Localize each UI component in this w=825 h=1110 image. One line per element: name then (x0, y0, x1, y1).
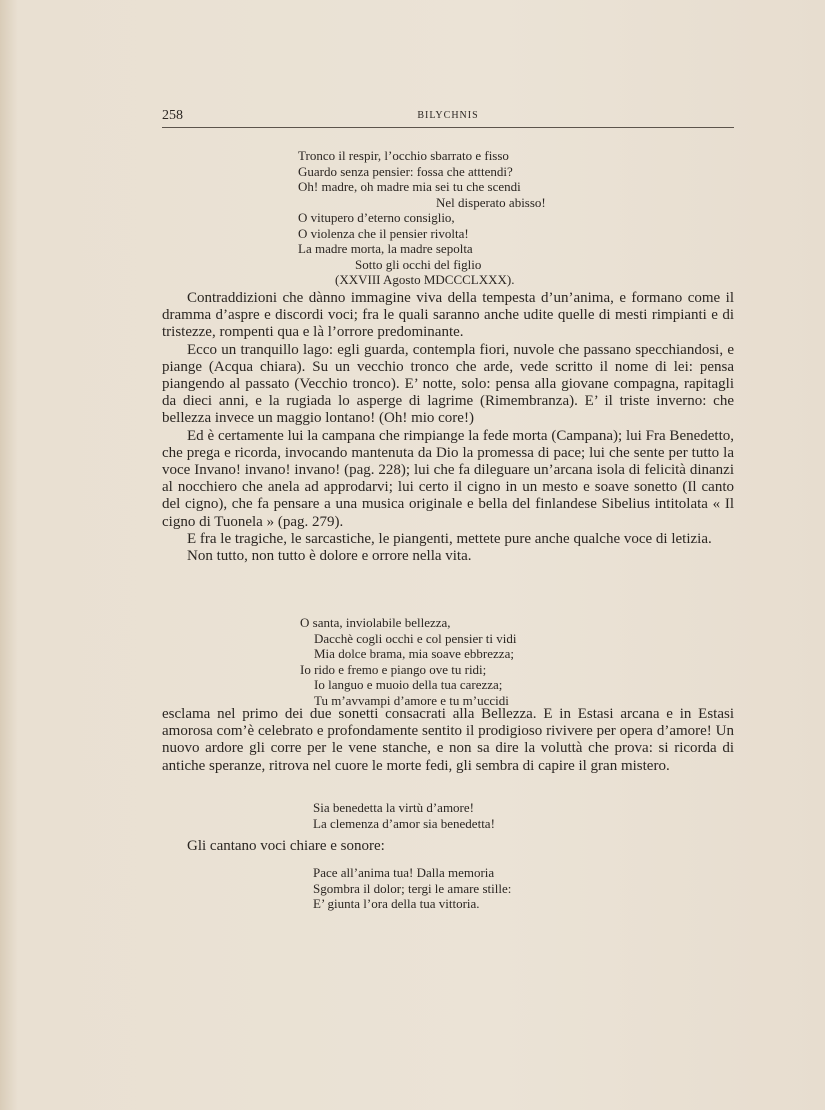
verse-line: Oh! madre, oh madre mia sei tu che scendi (298, 179, 521, 194)
running-head: BILYCHNIS (417, 110, 479, 121)
paragraph: esclama nel primo dei due sonetti consacrati alla Bellezza. E in Estasi arcana e in Estasi amorosa com’è celebrato e profondamente sentito il prodigioso rivivere per opera d’amore! Un nuovo ardore gli corre per le vene stanche, e non sa dire la voluttà che prova: si ricorda di antiche speranze, ritrova nel cuore le morte fedi, gli sembra di capire il gran mistero. (162, 706, 734, 774)
poem-stanza-2 (298, 210, 514, 288)
verse-line: Nel disperato abisso! (436, 194, 546, 210)
poem-stanza-4 (313, 800, 495, 831)
verse-line: Guardo senza pensier: fossa che atttendi? (298, 163, 513, 179)
poem-stanza-5 (313, 865, 511, 912)
verse-line: Tu m’avvampi d’amore e tu m’uccidi (314, 692, 509, 708)
poem-stanza-3 (300, 615, 517, 708)
paragraph: Contraddizioni che dànno immagine viva della tempesta d’un’anima, e formano come il dramma d’aspre e discordi voci; fra le quali saranno anche udite quelle di mesti rimpianti e di tristezze, rompenti qua e là l’orrore predominante. (162, 290, 734, 341)
page-header (162, 108, 734, 128)
paragraph: Non tutto, non tutto è dolore e orrore nella vita. (187, 548, 472, 565)
header-rule (162, 127, 734, 128)
verse-line: La madre morta, la madre sepolta (298, 241, 473, 256)
poem-stanza-1 (298, 148, 546, 210)
verse-line: Io languo e muoio della tua carezza; (314, 677, 503, 692)
prose-block-2 (162, 706, 734, 775)
verse-line: La clemenza d’amor sia benedetta! (313, 815, 495, 831)
verse-line: Pace all’anima tua! Dalla memoria (313, 865, 495, 880)
paragraph: Ed è certamente lui la campana che rimpiange la fede morta (Campana); lui Fra Benedetto, che prega e ricorda, invocando mantenuta da Dio la promessa di pace; lui che sente per tutto la voce Invano! invano! invano! (pag. 228); lui che fa dileguare un’arcana isola di felicità dinanzi al nocchiero che anela ad approdarvi; lui certo il cigno in un mesto e soave sonetto (Il canto del cigno), che fa pensare a una musica originale e bella del finlandese Sibelius intitolata « Il cigno di Tuonela » (pag. 279). (162, 427, 734, 530)
verse-line: Mia dolce brama, mia soave ebbrezza; (314, 646, 514, 661)
verse-line: Io rido e fremo e piango ove tu ridi; (300, 661, 487, 677)
paragraph: Gli cantano voci chiare e sonore: (187, 838, 385, 854)
prose-block-1 (162, 290, 734, 565)
verse-line: Sia benedetta la virtù d’amore! (313, 800, 474, 815)
verse-line: O santa, inviolabile bellezza, (300, 615, 451, 630)
verse-line: O vitupero d’eterno consiglio, (298, 210, 455, 225)
prose-block-3 (162, 838, 734, 855)
verse-line: Dacchè cogli occhi e col pensier ti vidi (314, 630, 517, 646)
page-number: 258 (162, 108, 183, 123)
verse-line: (XXVIII Agosto MDCCCLXXX). (335, 272, 515, 287)
verse-line: E’ giunta l’ora della tua vittoria. (313, 896, 480, 911)
paragraph: E fra le tragiche, le sarcastiche, le piangenti, mettete pure anche qualche voce di letizia. (187, 530, 712, 547)
verse-line: O violenza che il pensier rivolta! (298, 225, 469, 241)
verse-line: Sotto gli occhi del figlio (355, 256, 482, 272)
verse-line: Tronco il respir, l’occhio sbarrato e fisso (298, 148, 509, 163)
verse-line: Sgombra il dolor; tergi le amare stille: (313, 880, 512, 896)
paragraph: Ecco un tranquillo lago: egli guarda, contempla fiori, nuvole che passano specchiandosi, e piange (Acqua chiara). Su un vecchio tronco che arde, vede scritto il nome di lei: pensa piangendo al passato (Vecchio tronco). E’ notte, solo: pensa alla giovane compagna, rapitagli da dieci anni, e la rugiada lo asperge di lagrime (Rimembranza). E’ il triste inverno: che bellezza invece un maggio lontano! (Oh! mio core!) (162, 341, 734, 427)
